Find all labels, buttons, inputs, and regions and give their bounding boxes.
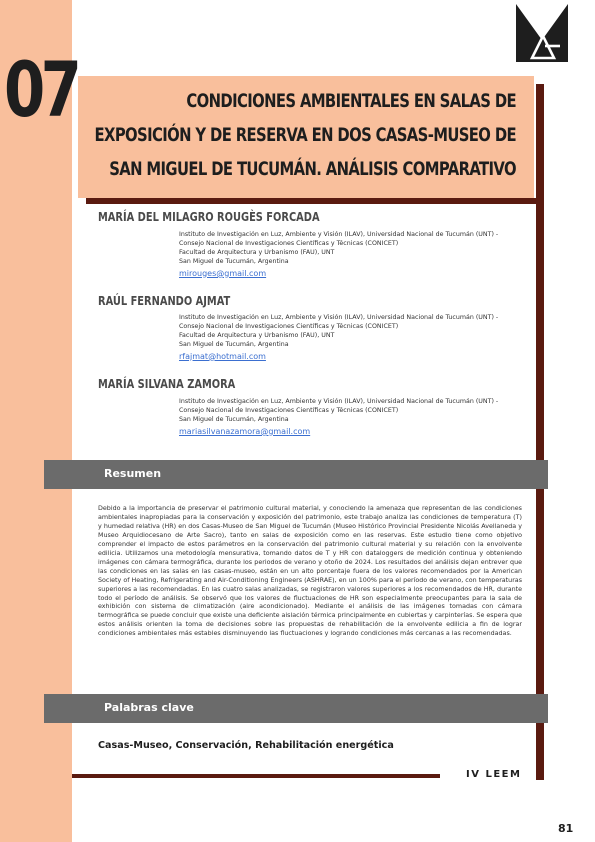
footer-label: IV LEEM (466, 769, 522, 780)
author-name: RAÚL FERNANDO AJMAT (98, 294, 231, 308)
author-name: MARÍA DEL MILAGRO ROUGÈS FORCADA (98, 210, 320, 224)
affiliation-line: Facultad de Arquitectura y Urbanismo (FAU), UNT (179, 248, 335, 256)
footer-rule (72, 774, 440, 778)
title-box (78, 76, 534, 198)
triangle-logo-icon (514, 2, 570, 64)
affiliation-line: Consejo Nacional de Investigaciones Científicas y Técnicas (CONICET) (179, 322, 399, 330)
author-affiliation (179, 398, 529, 437)
abstract-heading-bar (44, 460, 548, 489)
affiliation-line: Instituto de Investigación en Luz, Ambiente y Visión (ILAV), Universidad Nacional de Tucumán (UNT) - (179, 231, 499, 238)
affiliation-line: San Miguel de Tucumán, Argentina (179, 415, 289, 423)
author-email-link[interactable]: rfajmat@hotmail.com (179, 351, 266, 361)
paper-title: CONDICIONES AMBIENTALES EN SALAS DE EXPOSICIÓN Y DE RESERVA EN DOS CASAS-MUSEO DE SAN MIGUEL DE TUCUMÁN. ANÁLISIS COMPARATIVO (94, 90, 516, 180)
affiliation-line: San Miguel de Tucumán, Argentina (179, 340, 289, 348)
affiliation-line: Facultad de Arquitectura y Urbanismo (FAU), UNT (179, 331, 335, 339)
affiliation-line: Instituto de Investigación en Luz, Ambiente y Visión (ILAV), Universidad Nacional de Tucumán (UNT) - (179, 398, 499, 405)
title-frame-vertical (536, 84, 544, 780)
abstract-heading: Resumen (104, 467, 162, 480)
chapter-number: 07 (4, 45, 78, 134)
affiliation-line: Consejo Nacional de Investigaciones Científicas y Técnicas (CONICET) (179, 406, 399, 414)
keywords-heading-bar (44, 694, 548, 723)
author-name: MARÍA SILVANA ZAMORA (98, 377, 236, 391)
author-email-link[interactable]: mirouges@gmail.com (179, 268, 267, 278)
affiliation-line: Consejo Nacional de Investigaciones Científicas y Técnicas (CONICET) (179, 239, 399, 247)
keywords-heading: Palabras clave (104, 701, 194, 714)
keywords-list: Casas-Museo, Conservación, Rehabilitación energética (98, 740, 394, 751)
abstract-text: Debido a la importancia de preservar el patrimonio cultural material, y conociendo la amenaza que representan de las condiciones ambientales inapropiadas para la conservación y exposición del patrimonio, este trabajo analiza las condiciones de temperatura (T) y humedad relativa (HR) en dos Casas-Museo de San Miguel de Tucumán (Museo Histórico Provincial Presidente Nicolás Avellaneda y Museo Arquidiocesano de Arte Sacro), tanto en salas de exposición como en las reservas. Este estudio tiene como objetivo comprender el impacto de estos parámetros en la conservación del patrimonio cultural material y su relación con la envolvente edilicia. Utilizamos una metodología mensurativa, tomando datos de T y HR con dataloggers de medición continua y obteniendo imágenes con cámara termográfica, durante los periodos de verano y otoño de 2024. Los resultados del análisis dejan entrever que las condiciones en las salas en las casas-museo, están en un alto porcentaje fuera de los valores recomendados por la American Society of Heating, Refrigerating and Air-Conditioning Engineers (ASHRAE), en un 100% para el período de verano, con temperaturas superiores a las recomendadas. En las cuatro salas analizadas, se registraron valores superiores a los recomendados de HR, durante todo el período de análisis. Se observó que los valores de fluctuaciones de HR son especialmente preocupantes para la sala de exhibición con sistema de climatización (aire acondicionado). Mediante el análisis de las imágenes tomadas con cámara termográfica se puede concluir que existe una deficiente aislación térmica principalmente en cubiertas y carpinterías. Se espera que estos análisis orienten la toma de decisiones sobre las propuestas de rehabilitación de la envolvente edilicia a fin de lograr condiciones ambientales más estables disminuyendo las fluctuaciones y logrando condiciones más cercanas a las recomendadas. (98, 505, 522, 638)
title-frame-horizontal (86, 198, 544, 204)
author-affiliation (179, 231, 529, 279)
author-affiliation (179, 314, 529, 362)
affiliation-line: Instituto de Investigación en Luz, Ambiente y Visión (ILAV), Universidad Nacional de Tucumán (UNT) - (179, 314, 499, 321)
affiliation-line: San Miguel de Tucumán, Argentina (179, 257, 289, 265)
author-email-link[interactable]: mariasilvanazamora@gmail.com (179, 426, 311, 436)
page-number: 81 (558, 822, 574, 835)
